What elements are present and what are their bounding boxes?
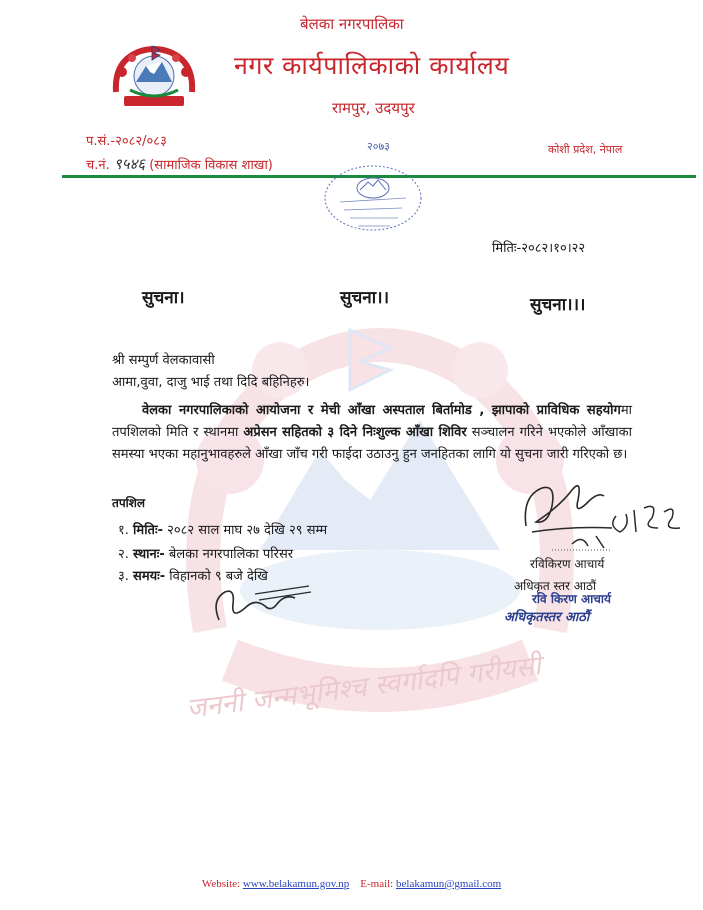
item-number: २. [118, 547, 129, 562]
secondary-signature [205, 580, 315, 630]
website-label: Website: [201, 878, 241, 890]
details-heading: तपशिल [112, 496, 146, 510]
item-label: स्थानः- [133, 547, 165, 562]
signer-post: अधिकृत स्तर आठौं [514, 579, 597, 593]
body-bold-intro: वेलका नगरपालिकाको आयोजना र मेची आँखा अस्पताल बिर्तामोड , झापाको प्राविधिक सहयोग [142, 403, 621, 418]
seal-year: २०७३ [367, 140, 390, 153]
notice-heading-2: सुचना।। [340, 288, 390, 308]
item-value: २०८२ साल माघ २७ देखि २९ सम्म [163, 523, 328, 538]
item-value: विहानको ९ बजे देखि [165, 569, 268, 584]
email-label: E-mail: [360, 878, 394, 890]
office-seal-stamp [318, 158, 428, 250]
list-item [118, 544, 293, 562]
post-stamp: अधिकृतस्तर आठौं [504, 610, 590, 625]
item-number: १. [118, 523, 129, 538]
dispatch-label: च.नं. [86, 158, 110, 173]
item-label: समयः- [133, 569, 166, 584]
dispatch-number: ९५४६ [113, 155, 146, 173]
addressee-line-1: श्री सम्पुर्ण वेलकावासी [112, 353, 215, 368]
dispatch-number-line [86, 154, 273, 174]
item-label: मितिः- [133, 523, 163, 538]
body-bold-camp: अप्रेसन सहितको ३ दिने निःशुल्क आँखा शिविर [243, 425, 467, 440]
addressee-line-2: आमा,वुवा, दाजु भाई तथा दिदि बहिनिहरु। [112, 375, 310, 390]
watermark-motto: जननी जन्मभूमिश्च स्वर्गादपि गरीयसी [184, 650, 543, 725]
office-location: रामपुर, उदयपुर [332, 99, 415, 117]
item-number: ३. [118, 569, 129, 584]
body-text-1: मा तपशिलको मिति र स्थानमा [112, 403, 632, 440]
notice-heading-3: सुचना।।। [530, 295, 586, 315]
office-name: बेलका नगरपालिका [300, 15, 404, 33]
office-title: नगर कार्यपालिकाको कार्यालय [234, 51, 510, 80]
website-link[interactable]: www.belakamun.gov.np [242, 878, 350, 890]
body-text-2: सञ्चालन गरिने भएकोले आँखाका समस्या भएका महानुभावहरुले आँखा जाँच गरी फाईदा उठाउनु हुन जनहितका लागि यो सुचना जारी गरिएको छ। [112, 425, 633, 462]
notice-heading-1: सुचना। [142, 288, 185, 308]
list-item [118, 520, 327, 538]
email-link[interactable]: belakamun@gmail.com [396, 878, 502, 890]
section-name: (सामाजिक विकास शाखा) [149, 158, 273, 173]
item-value: बेलका नगरपालिका परिसर [164, 547, 294, 562]
name-stamp: रवि किरण आचार्य [532, 592, 611, 606]
reference-number: प.सं.-२०८२/०८३ [86, 134, 167, 149]
officer-signature [512, 466, 692, 558]
province: कोशी प्रदेश, नेपाल [548, 143, 623, 156]
nepal-emblem-logo [108, 42, 200, 114]
letter-date: मितिः-२०८२।१०।२२ [492, 241, 586, 256]
notice-body [112, 400, 632, 466]
signer-name: रविकिरण आचार्य [530, 557, 605, 571]
footer [0, 878, 703, 890]
